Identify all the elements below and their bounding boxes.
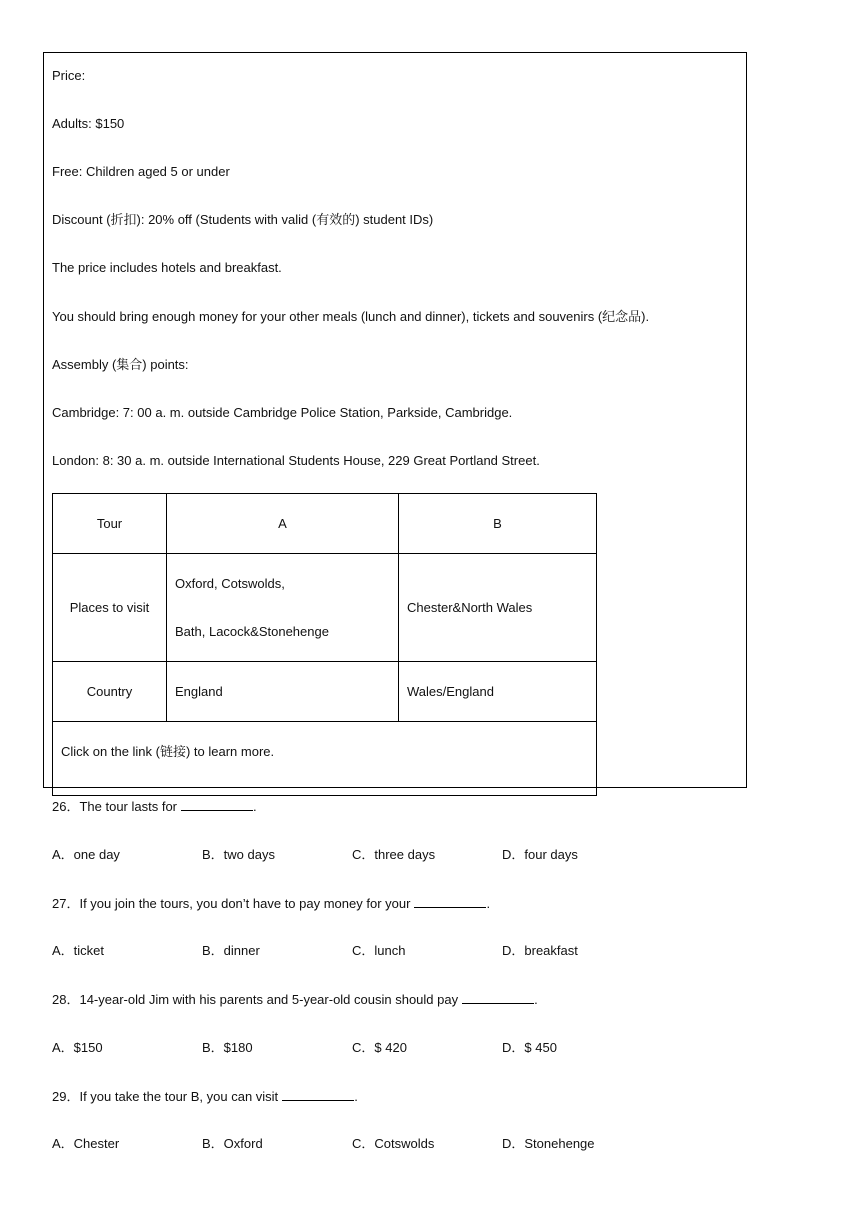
places-tour-b: Chester&North Wales <box>399 554 597 662</box>
answer-blank[interactable] <box>181 797 253 811</box>
answer-blank[interactable] <box>414 894 486 908</box>
header-tour: Tour <box>53 494 167 554</box>
option-b[interactable]: B．two days <box>202 847 275 862</box>
places-tour-a <box>167 554 399 662</box>
question-stem: 28．14-year-old Jim with his parents and 5-year-old cousin should pay <box>52 992 459 1007</box>
discount-info: Discount (折扣): 20% off (Students with valid (有效的) student IDs) <box>52 212 434 227</box>
free-children: Free: Children aged 5 or under <box>52 164 230 179</box>
row-label-country: Country <box>53 662 167 722</box>
question-26 <box>52 797 257 816</box>
london-point: London: 8: 30 a. m. outside International Students House, 229 Great Portland Street. <box>52 453 540 468</box>
option-c[interactable]: C．three days <box>352 847 436 862</box>
question-28 <box>52 990 538 1009</box>
question-27 <box>52 894 490 913</box>
places-a-line-1: Oxford, Cotswolds, <box>175 575 285 591</box>
question-stem: 26．The tour lasts for <box>52 799 177 814</box>
adult-price: Adults: $150 <box>52 116 125 131</box>
line-gap <box>175 593 390 623</box>
table-row <box>53 554 597 662</box>
option-a[interactable]: A．one day <box>52 847 120 862</box>
places-a-line-2: Bath, Lacock&Stonehenge <box>175 623 329 639</box>
question-end: . <box>534 992 538 1007</box>
header-tour-b: B <box>399 494 597 554</box>
option-d[interactable]: D．four days <box>502 847 578 862</box>
question-stem: 27．If you join the tours, you don’t have to pay money for your <box>52 896 411 911</box>
bring-money-note: You should bring enough money for your other meals (lunch and dinner), tickets and souvenirs (纪念品). <box>52 309 650 324</box>
table-row <box>53 494 597 554</box>
question-end: . <box>486 896 491 911</box>
answer-blank[interactable] <box>282 1087 354 1101</box>
header-tour-a: A <box>167 494 399 554</box>
option-c[interactable]: C．$ 420 <box>352 1040 407 1055</box>
option-b[interactable]: B．dinner <box>202 943 260 958</box>
option-b[interactable]: B．$180 <box>202 1040 253 1055</box>
option-c[interactable]: C．Cotswolds <box>352 1136 435 1151</box>
question-29 <box>52 1087 358 1106</box>
country-tour-b: Wales/England <box>399 662 597 722</box>
option-d[interactable]: D．breakfast <box>502 943 578 958</box>
answer-blank[interactable] <box>462 990 534 1004</box>
table-row <box>53 662 597 722</box>
price-heading: Price: <box>52 68 86 83</box>
row-label-places: Places to visit <box>53 554 167 662</box>
option-d[interactable]: D．$ 450 <box>502 1040 557 1055</box>
question-end: . <box>253 799 257 814</box>
option-d[interactable]: D．Stonehenge <box>502 1136 595 1151</box>
option-a[interactable]: A．Chester <box>52 1136 120 1151</box>
option-c[interactable]: C．lunch <box>352 943 406 958</box>
table-row <box>53 722 597 796</box>
learn-more-link[interactable]: Click on the link (链接) to learn more. <box>53 722 597 796</box>
option-b[interactable]: B．Oxford <box>202 1136 263 1151</box>
tours-table <box>52 493 597 796</box>
question-end: . <box>354 1089 358 1104</box>
country-tour-a: England <box>167 662 399 722</box>
option-a[interactable]: A．$150 <box>52 1040 103 1055</box>
price-includes: The price includes hotels and breakfast. <box>52 260 282 275</box>
question-stem: 29．If you take the tour B, you can visit <box>52 1089 279 1104</box>
cambridge-point: Cambridge: 7: 00 a. m. outside Cambridge Police Station, Parkside, Cambridge. <box>52 405 513 420</box>
assembly-heading: Assembly (集合) points: <box>52 357 189 372</box>
option-a[interactable]: A．ticket <box>52 943 105 958</box>
